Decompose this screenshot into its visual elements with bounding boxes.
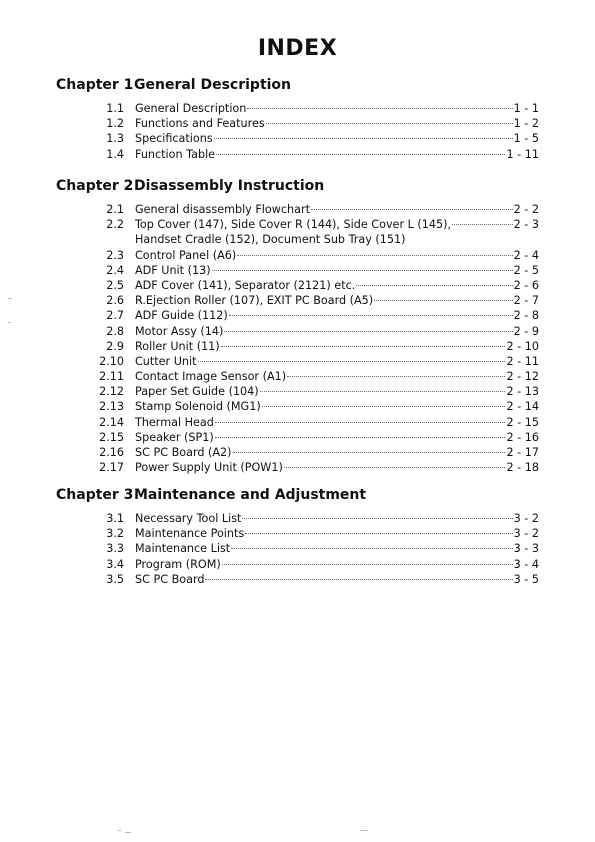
entry-number: 3.4 bbox=[106, 557, 124, 571]
entry-title: Top Cover (147), Side Cover R (144), Side Cover L (145), bbox=[135, 218, 452, 232]
entry-body bbox=[135, 202, 539, 217]
toc-entry bbox=[0, 557, 595, 572]
entry-number: 2.8 bbox=[106, 324, 124, 338]
chapter-title: Maintenance and Adjustment bbox=[134, 487, 367, 503]
entry-number: 2.15 bbox=[99, 430, 124, 444]
chapter-heading bbox=[0, 175, 595, 197]
entry-page: 2 - 2 bbox=[513, 203, 539, 216]
dot-leader bbox=[245, 533, 512, 534]
chapter-title: General Description bbox=[134, 77, 292, 93]
entry-page: 2 - 9 bbox=[513, 324, 539, 338]
dot-leader bbox=[231, 548, 512, 549]
entry-number: 2.12 bbox=[99, 385, 124, 399]
chapter-1 bbox=[0, 74, 595, 96]
entry-body bbox=[135, 415, 539, 430]
entry-title: ADF Cover (141), Separator (2121) etc. bbox=[135, 278, 356, 292]
toc-entry bbox=[0, 541, 595, 556]
entry-number: 1.2 bbox=[106, 117, 124, 131]
entry-body bbox=[135, 263, 539, 278]
toc-entry bbox=[0, 526, 595, 541]
entry-body bbox=[135, 445, 539, 460]
toc-entry bbox=[0, 202, 595, 217]
entry-page: 1 - 5 bbox=[513, 132, 539, 146]
entry-page: 2 - 6 bbox=[513, 278, 539, 292]
toc-entry bbox=[0, 384, 595, 399]
entry-page: 2 - 17 bbox=[506, 446, 539, 459]
toc-entry bbox=[0, 369, 595, 384]
entry-number: 3.1 bbox=[106, 512, 124, 525]
scan-speck bbox=[118, 830, 121, 831]
entry-body bbox=[135, 278, 539, 293]
dot-leader bbox=[262, 406, 506, 407]
toc-entry bbox=[0, 278, 595, 293]
entry-number: 2.9 bbox=[106, 339, 124, 353]
entry-page: 1 - 2 bbox=[513, 117, 539, 131]
entry-title: Program (ROM) bbox=[135, 557, 221, 571]
entry-body bbox=[135, 541, 539, 556]
entry-body bbox=[135, 324, 539, 339]
dot-leader bbox=[215, 437, 506, 438]
entry-page: 2 - 18 bbox=[506, 461, 539, 475]
dot-leader bbox=[247, 108, 512, 109]
entry-title: Stamp Solenoid (MG1) bbox=[135, 400, 261, 414]
entry-title: SC PC Board bbox=[135, 572, 205, 586]
entry-number: 2.6 bbox=[106, 294, 124, 308]
chapter-2 bbox=[0, 175, 595, 197]
entry-number: 2.5 bbox=[106, 278, 124, 292]
entry-title: Roller Unit (11) bbox=[135, 339, 220, 353]
entry-title: General Description bbox=[135, 102, 247, 115]
entry-page: 3 - 2 bbox=[513, 512, 539, 525]
entry-page: 3 - 5 bbox=[513, 572, 539, 586]
dot-leader bbox=[242, 518, 512, 519]
dot-leader bbox=[452, 224, 513, 225]
entry-body bbox=[135, 557, 539, 572]
entry-title: R.Ejection Roller (107), EXIT PC Board (A5) bbox=[135, 294, 374, 308]
entry-body bbox=[135, 369, 539, 384]
toc-entry bbox=[0, 293, 595, 308]
entry-number: 2.14 bbox=[99, 415, 124, 429]
chapter-3-entries bbox=[0, 511, 595, 587]
entry-title: Necessary Tool List bbox=[135, 512, 242, 525]
dot-leader bbox=[205, 579, 512, 580]
dot-leader bbox=[284, 467, 506, 468]
toc-entry bbox=[0, 445, 595, 460]
entry-title: ADF Unit (13) bbox=[135, 263, 211, 277]
entry-page: 2 - 12 bbox=[506, 370, 539, 384]
dot-leader bbox=[311, 209, 513, 210]
entry-title: Motor Assy (14) bbox=[135, 324, 224, 338]
toc-entry bbox=[0, 511, 595, 526]
entry-body bbox=[135, 308, 539, 323]
toc-entry bbox=[0, 101, 595, 116]
entry-body bbox=[135, 293, 539, 308]
entry-page: 1 - 1 bbox=[513, 102, 539, 115]
entry-title: ADF Guide (112) bbox=[135, 309, 228, 323]
toc-entry bbox=[0, 354, 595, 369]
dot-leader bbox=[198, 361, 506, 362]
entry-title: General disassembly Flowchart bbox=[135, 203, 310, 216]
entry-title: SC PC Board (A2) bbox=[135, 446, 232, 459]
entry-number: 3.2 bbox=[106, 527, 124, 541]
entry-body bbox=[135, 430, 539, 445]
chapter-1-entries bbox=[0, 101, 595, 162]
entry-title: Function Table bbox=[135, 147, 216, 161]
entry-title: Power Supply Unit (POW1) bbox=[135, 461, 283, 475]
entry-page: 2 - 13 bbox=[506, 385, 539, 399]
entry-title: Control Panel (A6) bbox=[135, 248, 237, 262]
entry-page: 2 - 15 bbox=[506, 415, 539, 429]
toc-entry bbox=[0, 572, 595, 587]
entry-page: 2 - 14 bbox=[506, 400, 539, 414]
chapter-label: Chapter 3 bbox=[56, 487, 134, 503]
entry-number: 2.2 bbox=[106, 218, 124, 232]
dot-leader bbox=[216, 154, 505, 155]
entry-title: Thermal Head bbox=[135, 415, 214, 429]
entry-body bbox=[135, 217, 539, 232]
entry-title: Paper Set Guide (104) bbox=[135, 385, 259, 399]
dot-leader bbox=[222, 564, 513, 565]
dot-leader bbox=[215, 422, 506, 423]
scan-speck bbox=[8, 298, 12, 299]
entry-title: Functions and Features bbox=[135, 117, 265, 131]
entry-number: 2.16 bbox=[99, 446, 124, 459]
entry-body bbox=[135, 460, 539, 475]
entry-title-continuation: Handset Cradle (152), Document Sub Tray (151) bbox=[135, 233, 406, 247]
dot-leader bbox=[287, 376, 505, 377]
dot-leader bbox=[356, 285, 512, 286]
dot-leader bbox=[237, 255, 512, 256]
entry-body bbox=[135, 354, 539, 369]
dot-leader bbox=[224, 331, 512, 332]
chapter-2-entries bbox=[0, 202, 595, 475]
entry-page: 2 - 7 bbox=[513, 294, 539, 308]
toc-entry bbox=[0, 116, 595, 131]
entry-number: 1.3 bbox=[106, 132, 124, 146]
entry-number: 2.17 bbox=[99, 461, 124, 475]
toc-entry bbox=[0, 131, 595, 146]
entry-page: 2 - 8 bbox=[513, 309, 539, 323]
toc-entry bbox=[0, 263, 595, 278]
chapter-title: Disassembly Instruction bbox=[134, 178, 325, 194]
entry-number: 3.5 bbox=[106, 572, 124, 586]
toc-entry bbox=[0, 430, 595, 445]
entry-number: 1.4 bbox=[106, 147, 124, 161]
entry-body bbox=[135, 339, 539, 354]
entry-title: Maintenance Points bbox=[135, 527, 245, 541]
scan-speck bbox=[8, 322, 11, 323]
chapter-label: Chapter 1 bbox=[56, 77, 134, 93]
entry-title: Maintenance List bbox=[135, 542, 231, 556]
entry-body bbox=[135, 384, 539, 399]
entry-number: 2.4 bbox=[106, 263, 124, 277]
entry-title: Cutter Unit bbox=[135, 354, 197, 368]
dot-leader bbox=[374, 300, 512, 301]
entry-title: Speaker (SP1) bbox=[135, 430, 214, 444]
entry-page: 2 - 5 bbox=[513, 263, 539, 277]
entry-number: 3.3 bbox=[106, 542, 124, 556]
chapter-3 bbox=[0, 484, 595, 506]
dot-leader bbox=[266, 123, 513, 124]
entry-body bbox=[135, 511, 539, 526]
entry-page: 3 - 2 bbox=[513, 527, 539, 541]
entry-body bbox=[135, 399, 539, 414]
entry-body bbox=[135, 526, 539, 541]
page-title: INDEX bbox=[257, 36, 338, 61]
dot-leader bbox=[214, 138, 513, 139]
dot-leader bbox=[221, 346, 506, 347]
chapter-heading bbox=[0, 484, 595, 506]
scan-speck bbox=[125, 832, 131, 833]
dot-leader bbox=[233, 452, 506, 453]
entry-number: 2.1 bbox=[106, 203, 124, 216]
entry-number: 2.11 bbox=[99, 370, 124, 384]
entry-page: 3 - 4 bbox=[513, 557, 539, 571]
entry-page: 2 - 3 bbox=[513, 218, 539, 232]
entry-number: 2.13 bbox=[99, 400, 124, 414]
toc-entry bbox=[0, 324, 595, 339]
entry-title: Specifications bbox=[135, 132, 213, 146]
entry-title: Contact Image Sensor (A1) bbox=[135, 370, 287, 384]
toc-entry bbox=[0, 248, 595, 263]
dot-leader bbox=[260, 391, 506, 392]
entry-body bbox=[135, 101, 539, 116]
entry-page: 2 - 4 bbox=[513, 248, 539, 262]
toc-entry bbox=[0, 415, 595, 430]
toc-entry bbox=[0, 147, 595, 162]
entry-number: 2.10 bbox=[99, 354, 124, 368]
entry-page: 3 - 3 bbox=[513, 542, 539, 556]
entry-body bbox=[135, 116, 539, 131]
entry-number: 1.1 bbox=[106, 102, 124, 115]
entry-body bbox=[135, 248, 539, 263]
entry-page: 2 - 11 bbox=[506, 354, 539, 368]
entry-body bbox=[135, 131, 539, 146]
dot-leader bbox=[212, 270, 513, 271]
dot-leader bbox=[229, 315, 513, 316]
entry-number: 2.3 bbox=[106, 248, 124, 262]
toc-entry bbox=[0, 308, 595, 323]
chapter-heading bbox=[0, 74, 595, 96]
toc-entry-continuation bbox=[0, 232, 595, 247]
entry-page: 2 - 16 bbox=[506, 430, 539, 444]
chapter-label: Chapter 2 bbox=[56, 178, 134, 194]
toc-entry bbox=[0, 460, 595, 475]
entry-page: 1 - 11 bbox=[506, 147, 539, 161]
toc-entry bbox=[0, 339, 595, 354]
toc-entry bbox=[0, 217, 595, 232]
scan-speck bbox=[360, 830, 368, 831]
toc-entry bbox=[0, 399, 595, 414]
entry-body bbox=[135, 147, 539, 162]
entry-page: 2 - 10 bbox=[506, 339, 539, 353]
entry-number: 2.7 bbox=[106, 309, 124, 323]
entry-body bbox=[135, 572, 539, 587]
